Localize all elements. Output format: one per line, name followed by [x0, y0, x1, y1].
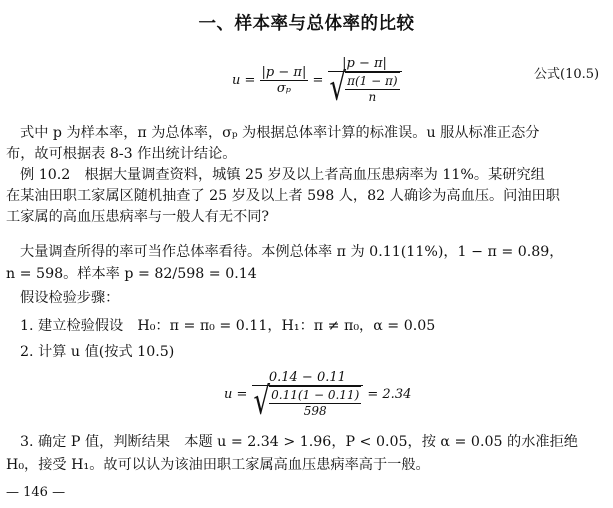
text-line: 假设检验步骤：: [20, 290, 120, 306]
text-line: 3. 确定 P 值，判断结果 本题 u = 2.34 > 1.96，P < 0.05，按 α = 0.05 的水准拒绝: [20, 434, 578, 450]
calc-sqrt-numerator: 0.11(1 − 0.11): [271, 388, 360, 402]
formula-10-5: [232, 56, 402, 110]
radical-sign: √: [329, 66, 347, 110]
calc-sqrt-denominator: 598: [303, 404, 327, 418]
fraction-2-denominator: [328, 66, 402, 110]
calc-radical-sign: √: [253, 380, 271, 424]
text-line: 1. 建立检验假设 H₀：π = π₀ = 0.11，H₁：π ≠ π₀，α = 0.05: [20, 318, 436, 334]
calc-fraction: [252, 370, 364, 424]
formula-equals: =: [312, 73, 324, 88]
text-line: H₀，接受 H₁。故可以认为该油田职工家属高血压患病率高于一般。: [6, 457, 430, 473]
fraction-1-numerator: |p − π|: [261, 65, 307, 80]
calc-sqrt: [253, 380, 362, 424]
page-number: — 146 —: [6, 485, 66, 500]
sqrt-expression: [329, 66, 400, 110]
text-line: 2. 计算 u 值(按式 10.5): [20, 344, 175, 360]
sqrt-numerator: π(1 − π): [347, 74, 398, 88]
sqrt-denominator: n: [368, 90, 377, 104]
calc-sqrt-fraction: [269, 388, 361, 419]
fraction-2-numerator: |p − π|: [328, 56, 402, 72]
text-line: 例 10.2 根据大量调查资料，城镇 25 岁及以上者高血压患病率为 11%。某研究组: [20, 167, 545, 183]
section-heading: 一、样本率与总体率的比较: [198, 14, 415, 34]
u-calculation: [224, 370, 412, 424]
calc-denominator: [252, 380, 364, 424]
text-line: 在某油田职工家属区随机抽查了 25 岁及以上者 598 人，82 人确诊为高血压。问油田职: [6, 188, 560, 204]
sqrt-fraction: [345, 74, 399, 105]
formula-lhs: u =: [232, 73, 256, 88]
calc-lhs: u =: [224, 387, 248, 402]
text-line: 工家属的高血压患病率与一般人有无不同?: [6, 209, 269, 225]
calc-result: = 2.34: [367, 387, 412, 402]
text-line: 大量调查所得的率可当作总体率看待。本例总体率 π 为 0.11(11%)，1 − π = 0.89，: [20, 244, 564, 260]
formula-fraction-1: [260, 65, 309, 96]
formula-fraction-2: [328, 56, 402, 110]
fraction-1-denominator: σₚ: [276, 81, 291, 96]
text-line: 布，故可根据表 8-3 作出统计结论。: [6, 146, 237, 162]
text-line: n = 598。样本率 p = 82/598 = 0.14: [6, 266, 257, 282]
text-line: 式中 p 为样本率，π 为总体率，σₚ 为根据总体率计算的标准误。u 服从标准正态分: [20, 125, 540, 141]
formula-label: 公式(10.5): [534, 67, 600, 82]
calc-numerator: 0.14 − 0.11: [252, 370, 364, 386]
